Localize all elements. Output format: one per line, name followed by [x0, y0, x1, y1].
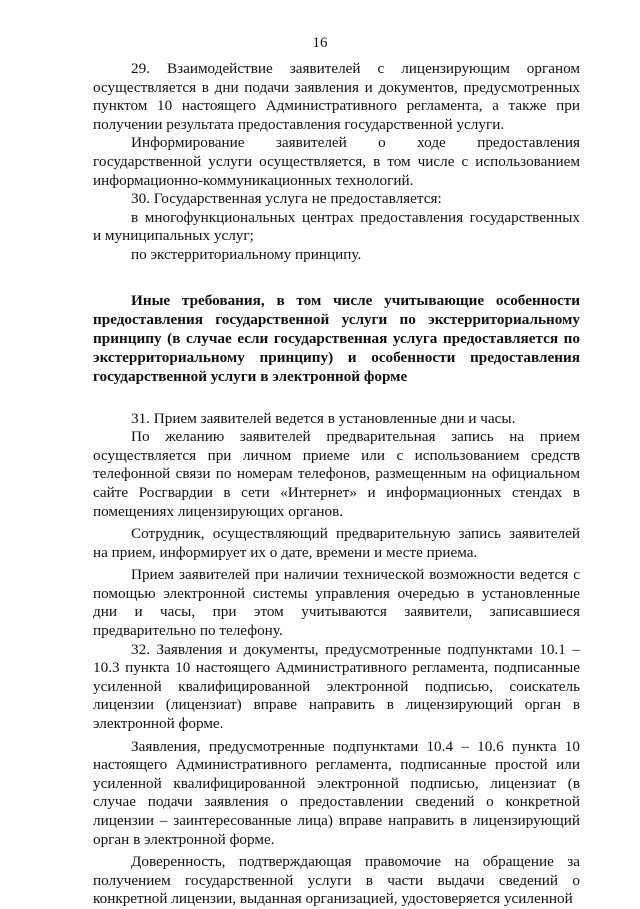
paragraph: 30. Государственная услуга не предоставляется:: [131, 190, 442, 208]
paragraph: 31. Прием заявителей ведется в установленные дни и часы.: [131, 409, 516, 427]
document-body: [93, 60, 580, 909]
paragraph: 32. Заявления и документы, предусмотренные подпунктами 10.1 – 10.3 пункта 10 настоящего Административного регламента, подписанные усиленной квалифицированной электронной подписью, соискатель лицензии (лицензиат) вправе направить в лицензирующий орган в электронной форме.: [93, 640, 580, 733]
page-number: 16: [312, 35, 328, 51]
paragraph: Информирование заявителей о ходе предоставления государственной услуги осуществляется, в том числе с использованием информационно-коммуникационных технологий.: [93, 134, 580, 189]
paragraph: Заявления, предусмотренные подпунктами 10.4 – 10.6 пункта 10 настоящего Административного регламента, подписанные простой или усиленной квалифицированной электронной подписью, лицензиат (в случае подачи заявления о предоставлении сведений о конкретной лицензии – заинтересованные лица) вправе направить в лицензирующий орган в электронной форме.: [93, 737, 580, 848]
paragraph: Доверенность, подтверждающая правомочие на обращение за получением государственной услуги в части выдачи сведений о конкретной лицензии, выданная организацией, удостоверяется усиленной: [93, 853, 580, 908]
paragraph: в многофункциональных центрах предоставления государственных и муниципальных услуг;: [93, 208, 580, 245]
paragraph: Сотрудник, осуществляющий предварительную запись заявителей на прием, информирует их о дате, времени и месте приема.: [93, 525, 580, 561]
paragraph: по экстерриториальному принципу.: [131, 245, 362, 263]
paragraph: 29. Взаимодействие заявителей с лицензирующим органом осуществляется в дни подачи заявления и документов, предусмотренных пунктом 10 настоящего Административного регламента, а также при получении результата предоставления государственной услуги.: [93, 60, 580, 133]
section-heading: Иные требования, в том числе учитывающие особенности предоставления государственной услуги по экстерриториальному принципу (в случае если государственная услуга предоставляется по экстерриториальному принципу) и особенности предоставления государственной услуги в электронной форме: [93, 291, 580, 385]
paragraph: Прием заявителей при наличии технической возможности ведется с помощью электронной системы управления очередью в установленные дни и часы, при этом учитываются заявители, записавшиеся предварительно по телефону.: [93, 566, 580, 640]
paragraph: По желанию заявителей предварительная запись на прием осуществляется при личном приеме или с использованием средств телефонной связи по номерам телефонов, размещенным на официальном сайте Росгвардии в сети «Интернет» и информационных стендах в помещениях лицензирующих органов.: [93, 428, 580, 520]
